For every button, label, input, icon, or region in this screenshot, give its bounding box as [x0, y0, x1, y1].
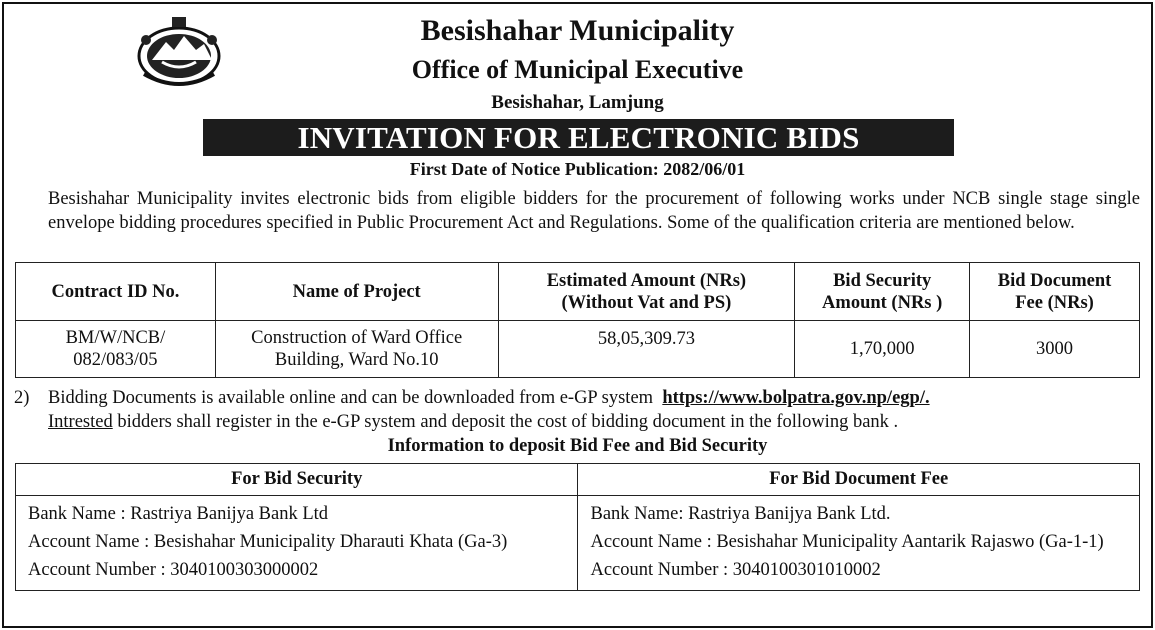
header-amount-line2: (Without Vat and PS) [561, 292, 732, 313]
bank-details-row [16, 496, 1140, 591]
paragraph-1 [14, 187, 1140, 235]
location: Besishahar, Lamjung [491, 92, 664, 113]
security-bank-details [16, 496, 578, 591]
fee-bank-details [578, 496, 1140, 591]
contract-id-line1: BM/W/NCB/ [65, 328, 166, 348]
header-estimated-amount [498, 263, 795, 321]
office-title: Office of Municipal Executive [411, 55, 744, 84]
cell-contract-id [16, 321, 216, 378]
header-fee-line1: Bid Document [997, 270, 1112, 291]
bank-table [15, 463, 1140, 591]
header-document-fee [970, 263, 1140, 321]
paragraph-text-b: bidders shall register in the e-GP system and deposit the cost of bidding document in the following bank . [117, 412, 899, 432]
header-fee-line2: Fee (NRs) [1015, 292, 1094, 313]
table-row [16, 321, 1140, 378]
fee-bank-name: Bank Name: Rastriya Banijya Bank Ltd. [590, 504, 891, 524]
contract-id-line2: 082/083/05 [73, 350, 158, 370]
security-bank-name: Bank Name : Rastriya Banijya Bank Ltd [28, 504, 329, 524]
header-security-line2: Amount (NRs ) [822, 292, 943, 313]
interested-word: Intrested [48, 412, 113, 432]
project-line2: Building, Ward No.10 [274, 350, 439, 370]
paragraph-text-a: Bidding Documents is available online and can be downloaded from e-GP system [48, 388, 654, 408]
header-amount-line1: Estimated Amount (NRs) [546, 270, 747, 291]
header-security-line1: Bid Security [833, 270, 932, 291]
cell-document-fee: 3000 [970, 321, 1140, 378]
cell-project-name [215, 321, 498, 378]
header-bid-security-bank: For Bid Security [16, 464, 578, 496]
cell-bid-security: 1,70,000 [795, 321, 970, 378]
paragraph-text: Besishahar Municipality invites electronic bids from eligible bidders for the procurement of following works under NCB single stage single envelope bidding procedures specified in Public Procurement Act and Regulations. Some of the qualification criteria are mentioned below. [48, 189, 1140, 233]
header-contract-id: Contract ID No. [16, 263, 216, 321]
paragraph-number [14, 187, 48, 211]
table-header-row [16, 263, 1140, 321]
notice-date: First Date of Notice Publication: 2082/06/01 [409, 159, 746, 179]
header-bid-security [795, 263, 970, 321]
bid-banner: INVITATION FOR ELECTRONIC BIDS [203, 119, 954, 156]
egp-link[interactable]: https://www.bolpatra.gov.np/egp/. [662, 388, 930, 408]
fee-account-number: Account Number : 3040100301010002 [590, 560, 881, 580]
header-project-name: Name of Project [215, 263, 498, 321]
paragraph-2 [14, 386, 1140, 434]
header-document-fee-bank: For Bid Document Fee [578, 464, 1140, 496]
org-title: Besishahar Municipality [420, 14, 735, 47]
bank-header-row [16, 464, 1140, 496]
project-line1: Construction of Ward Office [251, 328, 463, 348]
security-account-number: Account Number : 3040100303000002 [28, 560, 319, 580]
paragraph-number: 2) [14, 388, 30, 408]
fee-account-name: Account Name : Besishahar Municipality Aantarik Rajaswo (Ga-1-1) [590, 532, 1104, 552]
cell-estimated-amount: 58,05,309.73 [498, 321, 795, 378]
security-account-name: Account Name : Besishahar Municipality Dharauti Khata (Ga-3) [28, 532, 508, 552]
bank-info-title: Information to deposit Bid Fee and Bid Security [387, 436, 768, 456]
contract-table [15, 262, 1140, 378]
